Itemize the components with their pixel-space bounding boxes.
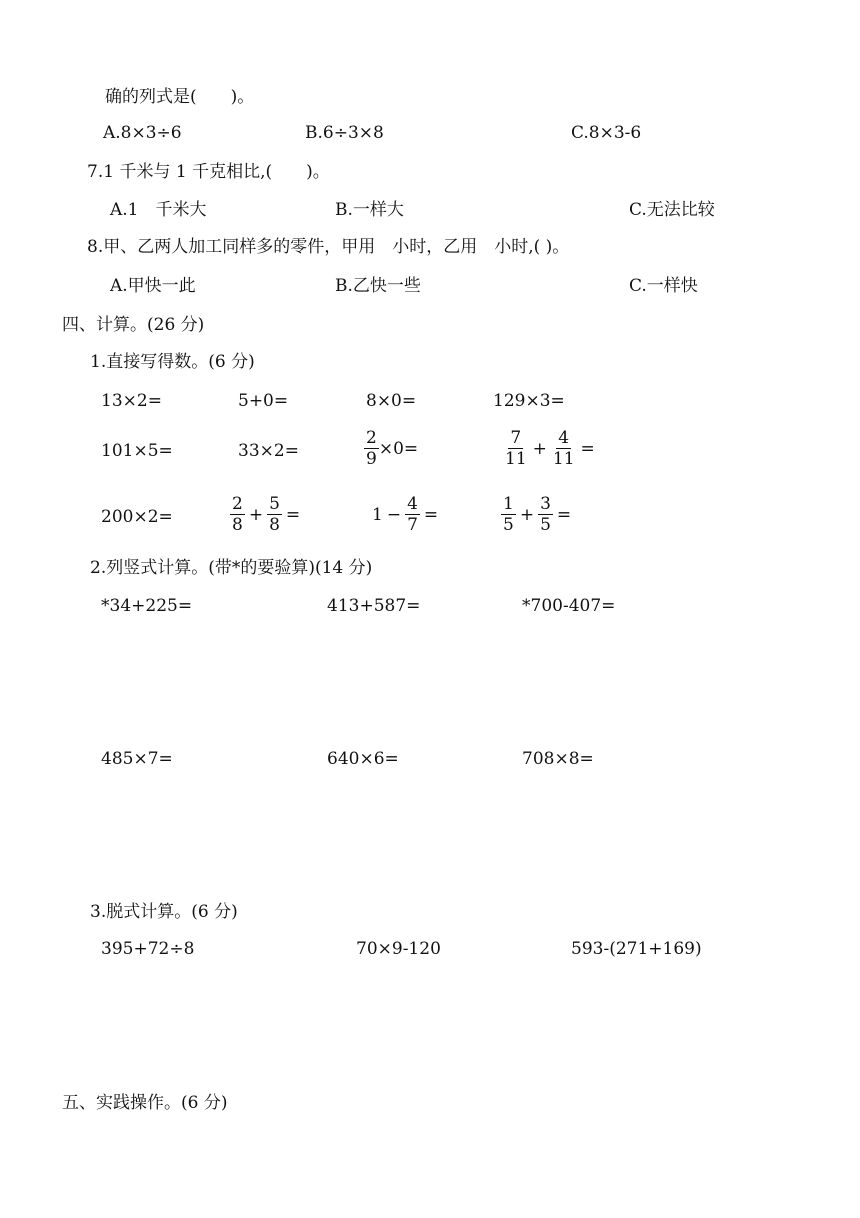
part-3-title: 3.脱式计算。(6 分) <box>90 902 238 922</box>
numerator: 4 <box>558 428 570 448</box>
q8-option-a: A.甲快一此 <box>110 276 196 296</box>
fraction <box>503 428 529 469</box>
equals-sign: = <box>580 438 595 459</box>
expression-rest: ×0= <box>378 438 419 459</box>
numerator: 2 <box>232 494 243 514</box>
numerator: 3 <box>540 494 551 514</box>
fraction <box>364 428 379 469</box>
equals-sign: = <box>423 504 439 525</box>
oral-calc-item: 200×2= <box>101 507 173 527</box>
fraction <box>405 494 420 535</box>
numerator: 5 <box>269 494 280 514</box>
q8-option-c: C.一样快 <box>629 276 698 296</box>
vertical-calc-item: 413+587= <box>327 596 421 616</box>
q7-option-a: A.1 千米大 <box>110 200 207 220</box>
oral-calc-item: 101×5= <box>101 441 173 461</box>
numerator: 2 <box>366 428 377 448</box>
equals-sign: = <box>556 504 572 525</box>
whole-number: 1 <box>372 504 383 525</box>
q8-stem: 8.甲、乙两人加工同样多的零件，甲用 小时，乙用 小时,( )。 <box>87 237 570 257</box>
fraction-expression <box>503 428 599 469</box>
fraction-expression <box>364 428 418 469</box>
q8-option-b: B.乙快一些 <box>335 276 421 296</box>
oral-calc-item: 8×0= <box>366 391 417 411</box>
section-4-title: 四、计算。(26 分) <box>62 315 205 335</box>
fraction <box>267 494 282 535</box>
fraction-expression <box>230 494 304 535</box>
vertical-calc-item: *34+225= <box>101 596 193 616</box>
operator: − <box>386 504 402 525</box>
q6-option-a: A.8×3÷6 <box>103 123 182 143</box>
denominator: 8 <box>232 515 243 535</box>
vertical-calc-item: 708×8= <box>522 749 594 769</box>
denominator: 8 <box>269 515 280 535</box>
numerator: 4 <box>407 494 418 514</box>
q6-option-c: C.8×3-6 <box>571 123 642 143</box>
part-1-title: 1.直接写得数。(6 分) <box>90 352 255 372</box>
fraction <box>551 428 577 469</box>
step-calc-item: 395+72÷8 <box>101 939 195 959</box>
denominator: 9 <box>366 449 377 469</box>
equals-sign: = <box>285 504 301 525</box>
oral-calc-item: 13×2= <box>101 391 162 411</box>
vertical-calc-item: 640×6= <box>327 749 399 769</box>
part-2-title: 2.列竖式计算。(带*的要验算)(14 分) <box>90 558 373 578</box>
fraction <box>538 494 553 535</box>
fraction <box>501 494 516 535</box>
denominator: 5 <box>503 515 514 535</box>
denominator: 11 <box>505 449 527 469</box>
vertical-calc-item: 485×7= <box>101 749 173 769</box>
fraction-expression <box>372 494 442 535</box>
numerator: 1 <box>503 494 514 514</box>
q6-stem-tail: 确的列式是( )。 <box>105 87 255 107</box>
denominator: 11 <box>552 449 575 469</box>
fraction-expression <box>501 494 575 535</box>
denominator: 5 <box>540 515 551 535</box>
q7-option-c: C.无法比较 <box>629 200 715 220</box>
operator: + <box>532 438 547 459</box>
section-5-title: 五、实践操作。(6 分) <box>62 1093 228 1113</box>
step-calc-item: 70×9-120 <box>356 939 441 959</box>
vertical-calc-item: *700-407= <box>522 596 616 616</box>
numerator: 7 <box>510 428 522 448</box>
q6-option-b: B.6÷3×8 <box>305 123 384 143</box>
denominator: 7 <box>407 515 418 535</box>
oral-calc-item: 129×3= <box>493 391 565 411</box>
operator: + <box>248 504 264 525</box>
step-calc-item: 593-(271+169) <box>571 939 702 959</box>
q7-option-b: B.一样大 <box>335 200 404 220</box>
operator: + <box>519 504 535 525</box>
oral-calc-item: 5+0= <box>238 391 289 411</box>
oral-calc-item: 33×2= <box>238 441 299 461</box>
fraction <box>230 494 245 535</box>
q7-stem: 7.1 千米与 1 千克相比,( )。 <box>87 162 330 182</box>
